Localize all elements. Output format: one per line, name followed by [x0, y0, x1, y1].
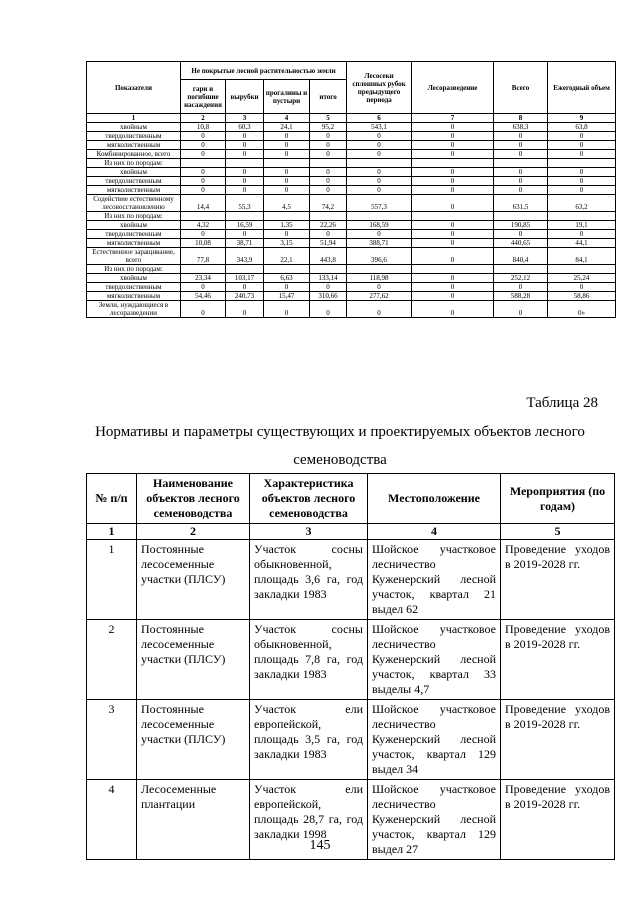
cell-value: 0 [310, 283, 347, 292]
cell-value [548, 159, 616, 168]
row-number: 3 [87, 700, 137, 780]
column-number: 1 [87, 114, 181, 123]
cell-value: 0 [548, 186, 616, 195]
cell-value: 631,5 [494, 195, 548, 212]
table-row [87, 301, 616, 318]
cell-value [226, 159, 264, 168]
cell-value: 240,73 [226, 292, 264, 301]
header-num: № п/п [87, 474, 137, 524]
table-row [87, 239, 616, 248]
cell-value: 0 [310, 301, 347, 318]
table-row [87, 274, 616, 283]
cell-value: 0 [310, 186, 347, 195]
cell-value: 0 [494, 132, 548, 141]
cell-value: 25,24 [548, 274, 616, 283]
cell-value: 0 [226, 132, 264, 141]
cell-value: 38,71 [226, 239, 264, 248]
object-characteristic: Участок ели европейской, площадь 28,7 га, год закладки 1998 [250, 780, 368, 860]
row-label: твердолиственным [87, 230, 181, 239]
table-row [87, 540, 615, 620]
column-number: 4 [368, 524, 501, 540]
column-number: 3 [226, 114, 264, 123]
cell-value: 190,85 [494, 221, 548, 230]
header-characteristic: Характеристика объектов лесного семеноводства [250, 474, 368, 524]
cell-value: 252,12 [494, 274, 548, 283]
cell-value [310, 265, 347, 274]
cell-value: 0 [264, 301, 310, 318]
table-row [87, 221, 616, 230]
object-characteristic: Участок сосны обыкновенной, площадь 7,8 га, год закладки 1983 [250, 620, 368, 700]
object-location: Шойское участковое лесничество Куженерский лесной участок, квартал 129 выдел 27 [368, 780, 501, 860]
cell-value: 0 [548, 132, 616, 141]
header-all: Всего [494, 62, 548, 114]
cell-value: 0 [264, 141, 310, 150]
header-annual: Ежегодный объем [548, 62, 616, 114]
cell-value [347, 265, 412, 274]
column-number: 5 [310, 114, 347, 123]
cell-value: 10,8 [181, 123, 226, 132]
row-label: твердолиственным [87, 177, 181, 186]
cell-value: 44,1 [548, 239, 616, 248]
cell-value: 0 [347, 150, 412, 159]
object-measures: Проведение уходов в 2019-2028 гг. [501, 780, 615, 860]
cell-value [181, 159, 226, 168]
cell-value: 22,26 [310, 221, 347, 230]
table-row [87, 248, 616, 265]
cell-value: 0 [310, 177, 347, 186]
table-row [87, 265, 616, 274]
cell-value: 15,47 [264, 292, 310, 301]
table-row [87, 123, 616, 132]
cell-value: 0 [226, 186, 264, 195]
row-label: хвойным [87, 221, 181, 230]
header-indicators: Показатели [87, 62, 181, 114]
header-clearcuts: Лесосеки сплошных рубок предыдущего периода [347, 62, 412, 114]
cell-value: 23,34 [181, 274, 226, 283]
cell-value: 95,2 [310, 123, 347, 132]
cell-value [412, 159, 494, 168]
cell-value: 0 [494, 141, 548, 150]
header-name: Наименование объектов лесного семеноводства [137, 474, 250, 524]
cell-value: 0 [264, 186, 310, 195]
cell-value: 133,14 [310, 274, 347, 283]
table-row [87, 168, 616, 177]
cell-value: 0 [412, 141, 494, 150]
cell-value [226, 265, 264, 274]
cell-value: 0 [310, 168, 347, 177]
cell-value: 0 [310, 230, 347, 239]
cell-value: 19,1 [548, 221, 616, 230]
object-measures: Проведение уходов в 2019-2028 гг. [501, 540, 615, 620]
cell-value: 0 [548, 141, 616, 150]
cell-value: 0 [412, 186, 494, 195]
cell-value: 543,1 [347, 123, 412, 132]
cell-value: 0 [412, 248, 494, 265]
row-label: Из них по породам: [87, 265, 181, 274]
cell-value: 840,4 [494, 248, 548, 265]
cell-value: 24,1 [264, 123, 310, 132]
cell-value: 443,8 [310, 248, 347, 265]
column-number: 1 [87, 524, 137, 540]
forest-reproduction-table [86, 61, 616, 318]
row-label: мягколиственным [87, 292, 181, 301]
table-row [87, 186, 616, 195]
cell-value: 0 [181, 177, 226, 186]
table-row [87, 132, 616, 141]
object-name: Постоянные лесосеменные участки (ПЛСУ) [137, 700, 250, 780]
cell-value: 55,3 [226, 195, 264, 212]
object-characteristic: Участок сосны обыкновенной, площадь 3,6 га, год закладки 1983 [250, 540, 368, 620]
cell-value: 388,71 [347, 239, 412, 248]
cell-value [264, 212, 310, 221]
cell-value: 0 [226, 141, 264, 150]
row-label: мягколиственным [87, 141, 181, 150]
cell-value: 0 [412, 239, 494, 248]
cell-value: 0 [264, 177, 310, 186]
object-location: Шойское участковое лесничество Куженерский лесной участок, квартал 21 выдел 62 [368, 540, 501, 620]
cell-value: 168,59 [347, 221, 412, 230]
cell-value: 16,59 [226, 221, 264, 230]
cell-value: 60,3 [226, 123, 264, 132]
cell-value [310, 159, 347, 168]
cell-value [494, 212, 548, 221]
cell-value: 0 [494, 186, 548, 195]
table-row [87, 292, 616, 301]
header-not-covered: Не покрытые лесной растительностью земли [181, 62, 347, 80]
cell-value: 0 [494, 168, 548, 177]
table-row [87, 620, 615, 700]
header-measures: Мероприятия (по годам) [501, 474, 615, 524]
row-label: твердолиственным [87, 132, 181, 141]
cell-value: 63,8 [548, 123, 616, 132]
row-label: Комбинированное, всего [87, 150, 181, 159]
cell-value: 84,1 [548, 248, 616, 265]
cell-value: 277,62 [347, 292, 412, 301]
cell-value: 0 [412, 150, 494, 159]
cell-value [347, 212, 412, 221]
row-label: Из них по породам: [87, 212, 181, 221]
cell-value: 0 [310, 150, 347, 159]
cell-value [264, 265, 310, 274]
object-location: Шойское участковое лесничество Куженерский лесной участок, квартал 129 выдел 34 [368, 700, 501, 780]
cell-value: 638,3 [494, 123, 548, 132]
cell-value: 0 [494, 301, 548, 318]
column-number: 3 [250, 524, 368, 540]
cell-value: 0 [264, 283, 310, 292]
cell-value [494, 159, 548, 168]
cell-value: 74,2 [310, 195, 347, 212]
cell-value: 0 [226, 230, 264, 239]
cell-value: 0 [412, 177, 494, 186]
cell-value [494, 265, 548, 274]
cell-value: 6,63 [264, 274, 310, 283]
cell-value [347, 159, 412, 168]
cell-value: 54,46 [181, 292, 226, 301]
cell-value: 0 [494, 283, 548, 292]
cell-value: 4,5 [264, 195, 310, 212]
cell-value [412, 212, 494, 221]
table-row [87, 177, 616, 186]
row-label: хвойным [87, 274, 181, 283]
cell-value: 0 [548, 283, 616, 292]
column-number: 5 [501, 524, 615, 540]
row-label: хвойным [87, 123, 181, 132]
object-name: Постоянные лесосеменные участки (ПЛСУ) [137, 540, 250, 620]
cell-value: 310,66 [310, 292, 347, 301]
column-number: 8 [494, 114, 548, 123]
cell-value: 0 [181, 230, 226, 239]
table-title-line1: Нормативы и параметры существующих и проектируемых объектов лесного [95, 424, 585, 440]
cell-value: 0 [181, 168, 226, 177]
table-label: Таблица 28 [526, 395, 598, 411]
cell-value: 0 [412, 221, 494, 230]
object-location: Шойское участковое лесничество Куженерский лесной участок, квартал 33 выделы 4,7 [368, 620, 501, 700]
table-row [87, 212, 616, 221]
object-characteristic: Участок ели европейской, площадь 3,5 га, год закладки 1983 [250, 700, 368, 780]
cell-value [181, 265, 226, 274]
cell-value: 0 [226, 150, 264, 159]
object-measures: Проведение уходов в 2019-2028 гг. [501, 620, 615, 700]
cell-value [310, 212, 347, 221]
cell-value: 0 [412, 132, 494, 141]
cell-value: 10,08 [181, 239, 226, 248]
cell-value: 0 [412, 283, 494, 292]
cell-value: 0 [494, 177, 548, 186]
cell-value: 0 [412, 230, 494, 239]
seed-objects-table [86, 473, 615, 860]
cell-value: 440,65 [494, 239, 548, 248]
cell-value: 0 [548, 150, 616, 159]
column-number: 2 [137, 524, 250, 540]
cell-value [412, 265, 494, 274]
row-label: мягколиственным [87, 239, 181, 248]
row-label: твердолиственным [87, 283, 181, 292]
cell-value: 0 [181, 150, 226, 159]
cell-value [181, 212, 226, 221]
cell-value: 0» [548, 301, 616, 318]
header-burned: гари и погибшие насаждения [181, 80, 226, 114]
column-number: 4 [264, 114, 310, 123]
header-location: Местоположение [368, 474, 501, 524]
object-measures: Проведение уходов в 2019-2028 гг. [501, 700, 615, 780]
table-row [87, 141, 616, 150]
cell-value: 0 [548, 177, 616, 186]
column-number-row [87, 114, 616, 123]
cell-value: 0 [347, 132, 412, 141]
cell-value: 0 [347, 168, 412, 177]
cell-value: 1,35 [264, 221, 310, 230]
row-label: хвойным [87, 168, 181, 177]
cell-value: 0 [181, 283, 226, 292]
cell-value: 0 [181, 141, 226, 150]
object-name: Постоянные лесосеменные участки (ПЛСУ) [137, 620, 250, 700]
cell-value: 0 [347, 301, 412, 318]
table-row [87, 159, 616, 168]
page-number: 145 [309, 838, 331, 853]
cell-value: 0 [412, 195, 494, 212]
cell-value: 63,2 [548, 195, 616, 212]
cell-value: 3,15 [264, 239, 310, 248]
row-label: Земли, нуждающиеся в лесоразведении [87, 301, 181, 318]
cell-value: 0 [412, 274, 494, 283]
row-number: 4 [87, 780, 137, 860]
cell-value: 77,8 [181, 248, 226, 265]
column-number: 9 [548, 114, 616, 123]
table-row [87, 230, 616, 239]
cell-value: 118,98 [347, 274, 412, 283]
header-reforestation: Лесоразведение [412, 62, 494, 114]
cell-value: 0 [494, 230, 548, 239]
cell-value: 0 [412, 301, 494, 318]
cell-value: 0 [264, 150, 310, 159]
row-label: мягколиственным [87, 186, 181, 195]
cell-value: 0 [347, 186, 412, 195]
cell-value: 0 [347, 283, 412, 292]
cell-value: 343,9 [226, 248, 264, 265]
header-cuttings: вырубки [226, 80, 264, 114]
cell-value: 0 [310, 141, 347, 150]
cell-value: 0 [412, 292, 494, 301]
cell-value: 51,94 [310, 239, 347, 248]
row-label: Естественное заращивание, всего [87, 248, 181, 265]
cell-value: 0 [494, 150, 548, 159]
column-number: 2 [181, 114, 226, 123]
table-row [87, 283, 616, 292]
cell-value: 396,6 [347, 248, 412, 265]
cell-value: 0 [181, 186, 226, 195]
cell-value: 0 [226, 168, 264, 177]
header-total: итого [310, 80, 347, 114]
row-number: 1 [87, 540, 137, 620]
cell-value: 0 [181, 301, 226, 318]
cell-value: 0 [226, 283, 264, 292]
cell-value: 0 [264, 132, 310, 141]
cell-value: 588,28 [494, 292, 548, 301]
cell-value: 0 [347, 141, 412, 150]
column-number-row [87, 524, 615, 540]
cell-value [548, 265, 616, 274]
column-number: 6 [347, 114, 412, 123]
row-number: 2 [87, 620, 137, 700]
cell-value: 0 [412, 123, 494, 132]
cell-value: 58,86 [548, 292, 616, 301]
row-label: Содействие естественному лесовосстановлению [87, 195, 181, 212]
cell-value: 0 [264, 230, 310, 239]
cell-value [548, 212, 616, 221]
cell-value: 103,17 [226, 274, 264, 283]
cell-value: 0 [181, 132, 226, 141]
cell-value [226, 212, 264, 221]
column-number: 7 [412, 114, 494, 123]
cell-value: 0 [412, 168, 494, 177]
header-glades: прогалины и пустыри [264, 80, 310, 114]
table-title-line2: семеноводства [293, 452, 387, 468]
cell-value: 0 [347, 230, 412, 239]
table-row [87, 150, 616, 159]
cell-value: 22,1 [264, 248, 310, 265]
cell-value: 0 [226, 177, 264, 186]
cell-value [264, 159, 310, 168]
cell-value: 0 [310, 132, 347, 141]
cell-value: 557,3 [347, 195, 412, 212]
cell-value: 0 [548, 230, 616, 239]
cell-value: 0 [347, 177, 412, 186]
cell-value: 0 [264, 168, 310, 177]
row-label: Из них по породам: [87, 159, 181, 168]
cell-value: 4,32 [181, 221, 226, 230]
object-name: Лесосеменные плантации [137, 780, 250, 860]
cell-value: 14,4 [181, 195, 226, 212]
cell-value: 0 [548, 168, 616, 177]
table-row [87, 700, 615, 780]
cell-value: 0 [226, 301, 264, 318]
table-row [87, 195, 616, 212]
